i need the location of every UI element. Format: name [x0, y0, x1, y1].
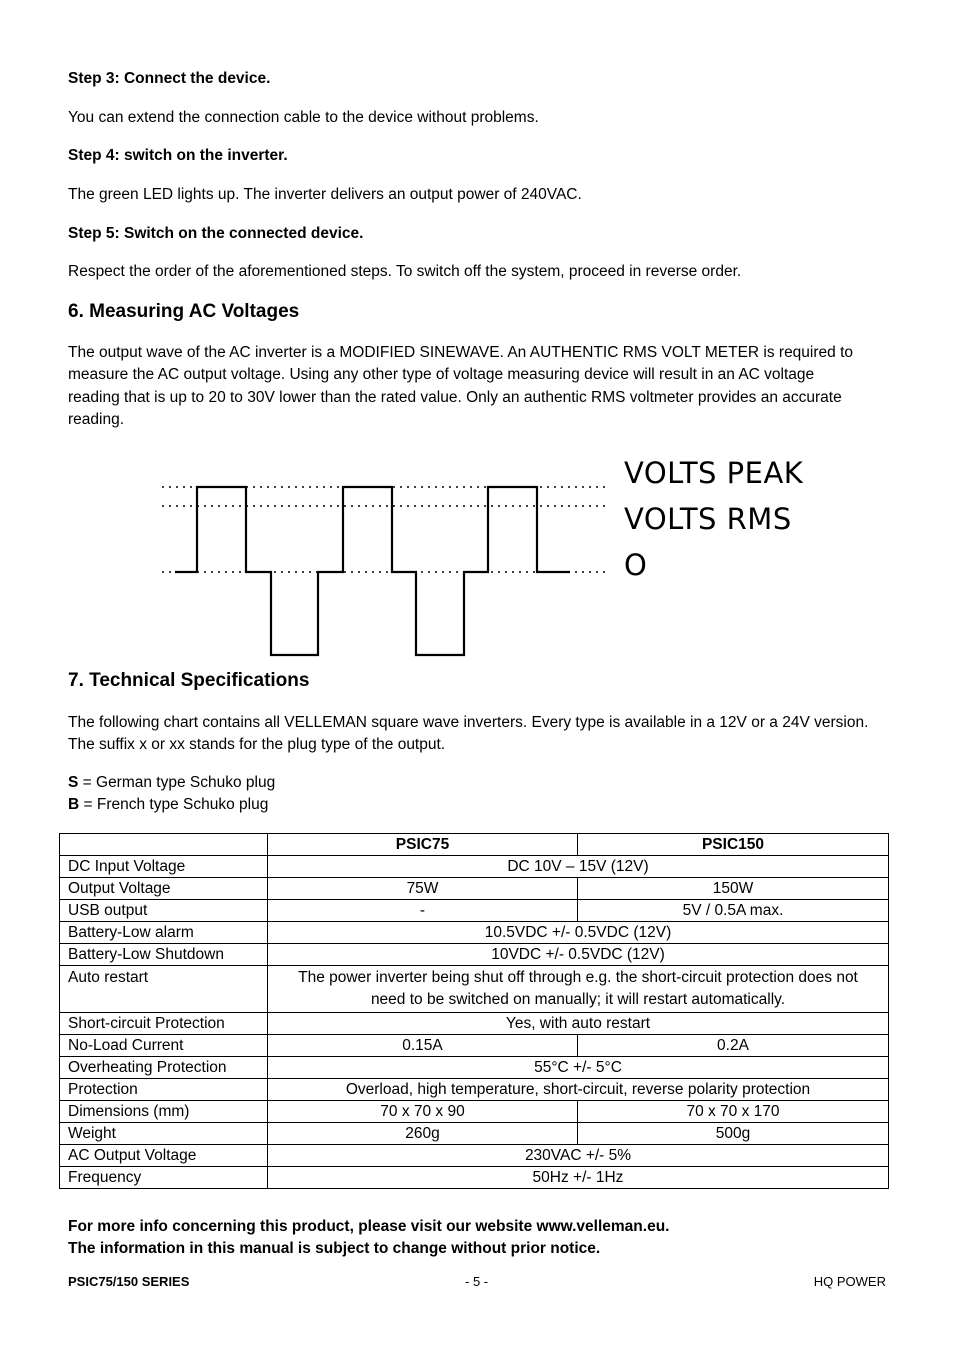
row-label: No-Load Current [60, 1035, 268, 1057]
spec-table [59, 833, 889, 1189]
zero-label: O [624, 548, 648, 582]
row-value-psic150: 150W [578, 878, 889, 900]
row-label: Battery-Low Shutdown [60, 944, 268, 966]
row-value-psic150: 500g [578, 1123, 889, 1145]
row-label: Frequency [60, 1167, 268, 1189]
closing-line-1: For more info concerning this product, please visit our website www.velleman.eu. [68, 1218, 670, 1235]
row-value-psic150: 0.2A [578, 1035, 889, 1057]
plug-s-key: S [68, 774, 79, 791]
row-value-both: 230VAC +/- 5% [268, 1145, 889, 1167]
row-label: Battery-Low alarm [60, 922, 268, 944]
table-row [60, 922, 889, 944]
row-value-both: Overload, high temperature, short-circuit, reverse polarity protection [268, 1079, 889, 1101]
table-row [60, 1123, 889, 1145]
plug-s-desc: = German type Schuko plug [78, 774, 276, 791]
row-label: USB output [60, 900, 268, 922]
footer-series: PSIC75/150 SERIES [68, 1274, 190, 1289]
table-header-row [60, 834, 889, 856]
auto-restart-line-1: The power inverter being shut off through e.g. the short-circuit protection does not [298, 969, 858, 986]
row-label: Short-circuit Protection [60, 1013, 268, 1035]
row-value-psic75: 75W [268, 878, 578, 900]
row-value-psic150: 70 x 70 x 170 [578, 1101, 889, 1123]
section7-line-1: The following chart contains all VELLEMAN square wave inverters. Every type is available in a 12V or a 24V version. [68, 714, 869, 731]
table-row [60, 944, 889, 966]
footer-brand: HQ POWER [813, 1274, 886, 1289]
row-label: Overheating Protection [60, 1057, 268, 1079]
row-value-both: 50Hz +/- 1Hz [268, 1167, 889, 1189]
row-label: Dimensions (mm) [60, 1101, 268, 1123]
step3-text: You can extend the connection cable to the device without problems. [68, 109, 539, 126]
section6-title: 6. Measuring AC Voltages [68, 301, 300, 322]
row-value-psic75: 0.15A [268, 1035, 578, 1057]
row-value-psic75: - [268, 900, 578, 922]
step3-heading: Step 3: Connect the device. [68, 70, 271, 87]
auto-restart-line-2: need to be switched on manually; it will restart automatically. [370, 991, 786, 1008]
row-label: Weight [60, 1123, 268, 1145]
row-value-both: 10VDC +/- 0.5VDC (12V) [268, 944, 889, 966]
row-value-psic150: 5V / 0.5A max. [578, 900, 889, 922]
table-row [60, 966, 889, 1013]
table-row [60, 1035, 889, 1057]
table-row [60, 1167, 889, 1189]
section6-line-3: reading that is up to 20 to 30V lower than the rated value. Only an authentic RMS voltmeter provides an accurate [68, 389, 842, 406]
table-row [60, 1145, 889, 1167]
header-blank [60, 834, 268, 856]
step5-heading: Step 5: Switch on the connected device. [68, 225, 364, 242]
row-value-both [268, 966, 889, 1013]
header-psic75: PSIC75 [268, 834, 578, 856]
row-value-psic75: 260g [268, 1123, 578, 1145]
table-row [60, 1079, 889, 1101]
closing-line-2: The information in this manual is subject to change without prior notice. [68, 1240, 601, 1257]
row-label: DC Input Voltage [60, 856, 268, 878]
step5-text: Respect the order of the aforementioned steps. To switch off the system, proceed in reverse order. [68, 263, 742, 280]
row-label: Output Voltage [60, 878, 268, 900]
section6-line-2: measure the AC output voltage. Using any other type of voltage measuring device will result in an AC voltage [68, 366, 815, 383]
row-label: Protection [60, 1079, 268, 1101]
row-value-psic75: 70 x 70 x 90 [268, 1101, 578, 1123]
row-label: AC Output Voltage [60, 1145, 268, 1167]
row-value-both: 55°C +/- 5°C [268, 1057, 889, 1079]
table-row [60, 1101, 889, 1123]
square-wave-trace [175, 487, 570, 655]
section7-line-2: The suffix x or xx stands for the plug type of the output. [68, 736, 446, 753]
row-value-both: 10.5VDC +/- 0.5VDC (12V) [268, 922, 889, 944]
footer-page-number: - 5 - [465, 1274, 489, 1289]
section7-title: 7. Technical Specifications [68, 670, 310, 691]
row-value-both: DC 10V – 15V (12V) [268, 856, 889, 878]
step4-text: The green LED lights up. The inverter delivers an output power of 240VAC. [68, 186, 582, 203]
volts-rms-label: VOLTS RMS [624, 502, 792, 536]
row-value-both: Yes, with auto restart [268, 1013, 889, 1035]
table-row [60, 1057, 889, 1079]
step4-heading: Step 4: switch on the inverter. [68, 147, 288, 164]
table-row [60, 1013, 889, 1035]
header-psic150: PSIC150 [578, 834, 889, 856]
table-row [60, 900, 889, 922]
plug-b [68, 794, 268, 816]
modified-sinewave-figure [160, 458, 610, 663]
plug-s [68, 772, 275, 794]
table-row [60, 878, 889, 900]
section6-line-1: The output wave of the AC inverter is a MODIFIED SINEWAVE. An AUTHENTIC RMS VOLT METER is required to [68, 344, 854, 361]
section6-line-4: reading. [68, 411, 125, 428]
volts-peak-label: VOLTS PEAK [624, 456, 804, 490]
reference-dotted-lines [162, 487, 605, 572]
row-label: Auto restart [60, 966, 268, 1013]
plug-b-key: B [68, 796, 80, 813]
table-row [60, 856, 889, 878]
plug-b-desc: = French type Schuko plug [79, 796, 269, 813]
